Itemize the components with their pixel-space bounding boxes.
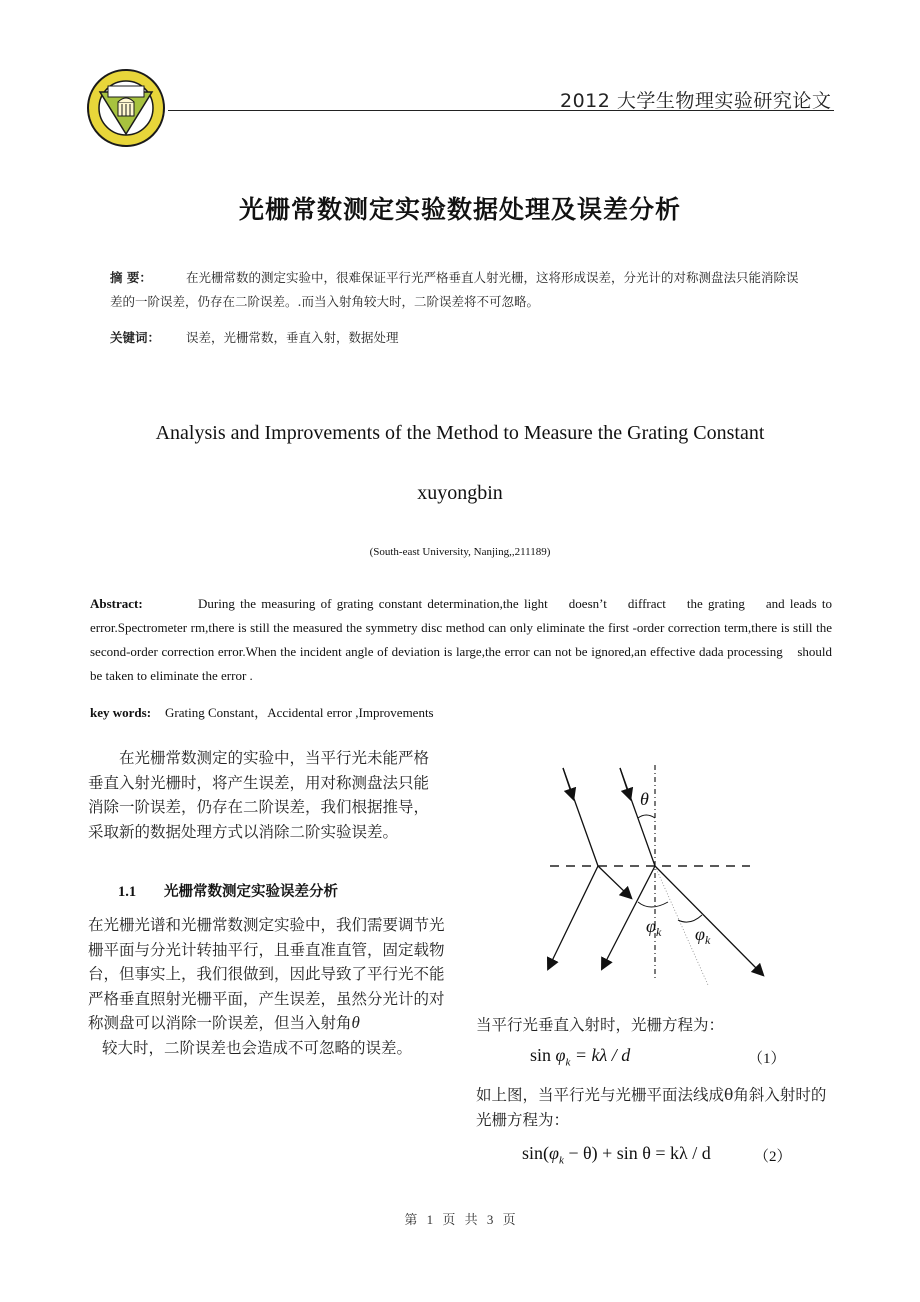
section-number: 1.1 — [118, 884, 137, 900]
section-heading — [118, 880, 338, 901]
keywords-cn — [110, 326, 399, 350]
diffraction-figure — [510, 760, 780, 990]
paper-title-cn: 光栅常数测定实验数据处理及误差分析 — [238, 195, 681, 224]
theta-symbol: θ — [351, 1013, 360, 1032]
phi-symbol: φ — [549, 1143, 559, 1163]
journal-header: 2012 大学生物理实验研究论文 — [560, 90, 832, 112]
abstract-en-text: During the measuring of grating constant determination,the light doesn’t diffract the grating and leads to error.Spectrometer rm,there is still the measured the symmetry disc method can only eliminate the first -order correction term,there is still the second-order correction error.When the incident angle of deviation is large,the error can not be ignored,an effective dada processing should be taken to eliminate the error . — [90, 596, 845, 683]
keywords-en-text: Grating Constant，Accidental error ,Improvements — [165, 705, 434, 720]
abstract-cn-text: 在光栅常数的测定实验中，很难保证平行光严格垂直人射光栅，这将形成误差，分光计的对称测盘法只能消除误差的一阶误差，仍存在二阶误差。.而当入射角较大时，二阶误差将不可忽略。 — [110, 270, 799, 309]
equation-1: $\sin \varphi_k = k\lambda / d$ — [530, 1045, 631, 1069]
section-body-text: 在光栅光谱和光栅常数测定实验中，我们需要调节光栅平面与分光计转抽平行，且垂直准直管，固定载物台，但事实上，我们很做到，因此导致了平行光不能严格垂直照射光栅平面，产生误差，虽然分光计的对称测盘可以消除一阶误差，但当入射角 — [88, 916, 445, 1032]
page-footer: 第 1 页 共 3 页 — [404, 1212, 516, 1227]
abstract-cn-label: 摘 要： — [110, 270, 152, 285]
svg-text:φk: $\varphi_k$ — [695, 924, 711, 947]
intro-paragraph: 在光栅常数测定的实验中，当平行光未能严格垂直入射光栅时，将产生误差，用对称测盘法只能消除一阶误差，仍存在二阶误差，我们根据推导，采取新的数据处理方式以消除二阶实验误差。 — [88, 749, 430, 841]
section-title: 光栅常数测定实验误差分析 — [164, 884, 338, 900]
abstract-en — [90, 592, 845, 688]
seal-icon — [86, 68, 166, 148]
author: xuyongbin — [417, 482, 503, 504]
phi-symbol: φ — [555, 1045, 566, 1065]
svg-text:φk: $\varphi_k$ — [646, 916, 662, 939]
section-body — [88, 913, 446, 1060]
keywords-cn-label: 关键词： — [110, 330, 161, 345]
abstract-en-label: Abstract: — [90, 596, 143, 611]
university-logo — [86, 68, 166, 148]
normal-incidence-text: 当平行光垂直入射时，光栅方程为： — [476, 1016, 725, 1034]
keywords-cn-text: 误差，光栅常数，垂直入射，数据处理 — [186, 330, 399, 345]
abstract-cn — [110, 266, 810, 314]
equation-2: $\sin(\varphi_k - \theta) + \sin \theta = k\lambda / d$ — [522, 1143, 711, 1167]
paper-title-en: Analysis and Improvements of the Method to Measure the Grating Constant — [155, 422, 765, 444]
keywords-en-label: key words: — [90, 705, 152, 720]
section-body-tail: 较大时，二阶误差也会造成不可忽略的误差。 — [102, 1038, 413, 1057]
grating-diagram — [510, 760, 780, 990]
theta-label: θ — [640, 789, 649, 809]
affiliation: (South-east University, Nanjing,,211189) — [369, 546, 551, 558]
equation-2-number: （2） — [754, 1149, 792, 1165]
equation-1-number: （1） — [748, 1051, 786, 1067]
keywords-en — [90, 702, 434, 721]
oblique-incidence-text: 如上图，当平行光与光栅平面法线成θ角斜入射时的光栅方程为： — [476, 1086, 827, 1129]
